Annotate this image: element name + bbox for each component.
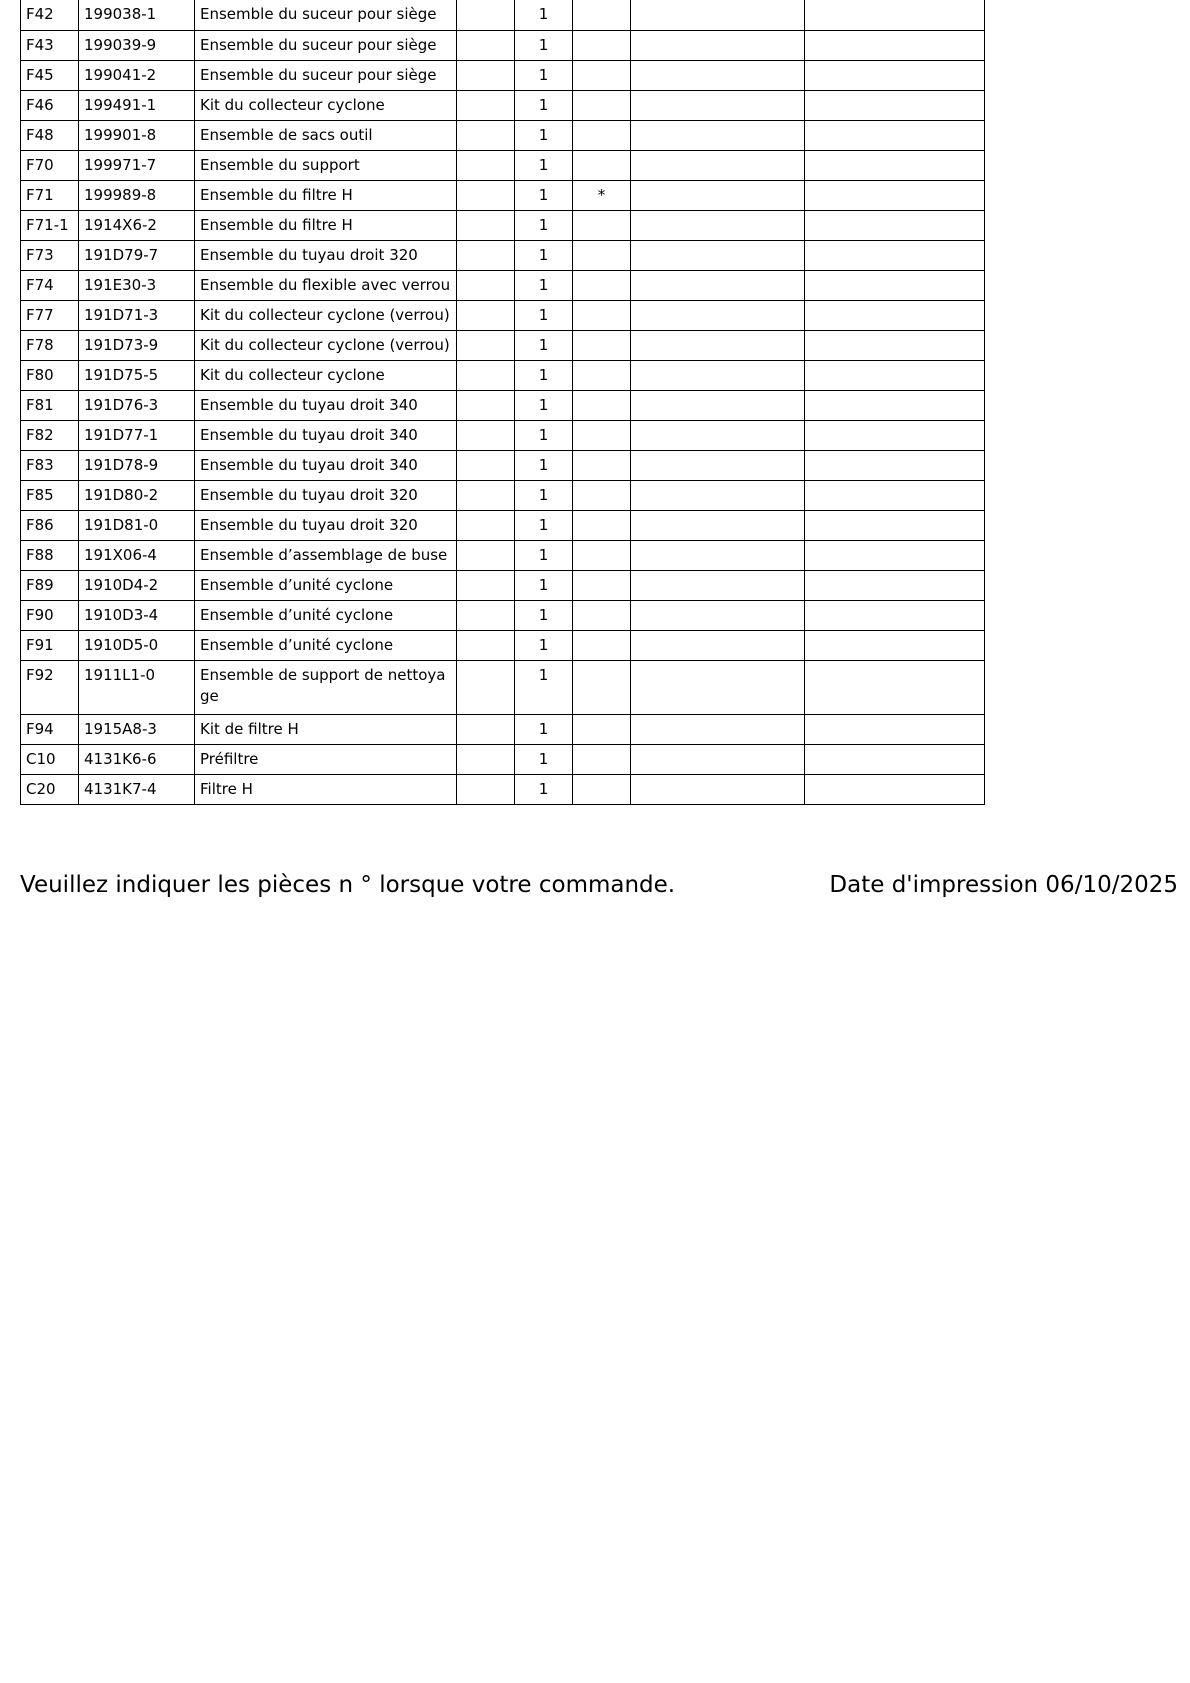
description-cell: Ensemble du support: [195, 150, 457, 180]
part-number-cell: 199901-8: [79, 120, 195, 150]
table-row: [21, 150, 985, 180]
description-cell: Ensemble de sacs outil: [195, 120, 457, 150]
blank-cell: [457, 480, 515, 510]
note-flag-cell: [573, 420, 631, 450]
blank-cell: [805, 120, 985, 150]
quantity-cell: 1: [515, 570, 573, 600]
description-cell: Ensemble du tuyau droit 340: [195, 450, 457, 480]
note-flag-cell: [573, 360, 631, 390]
quantity-cell: 1: [515, 480, 573, 510]
blank-cell: [631, 240, 805, 270]
table-row: [21, 660, 985, 714]
table-row: [21, 210, 985, 240]
quantity-cell: 1: [515, 150, 573, 180]
blank-cell: [631, 180, 805, 210]
ref-cell: F70: [21, 150, 79, 180]
blank-cell: [805, 150, 985, 180]
blank-cell: [457, 120, 515, 150]
blank-cell: [805, 0, 985, 30]
note-flag-cell: [573, 630, 631, 660]
ref-cell: F71: [21, 180, 79, 210]
quantity-cell: 1: [515, 714, 573, 744]
part-number-cell: 191X06-4: [79, 540, 195, 570]
ref-cell: F48: [21, 120, 79, 150]
blank-cell: [631, 0, 805, 30]
part-number-cell: 1910D5-0: [79, 630, 195, 660]
blank-cell: [805, 300, 985, 330]
table-row: [21, 714, 985, 744]
blank-cell: [631, 744, 805, 774]
note-flag-cell: [573, 60, 631, 90]
quantity-cell: 1: [515, 270, 573, 300]
blank-cell: [631, 630, 805, 660]
description-cell: Ensemble du filtre H: [195, 210, 457, 240]
blank-cell: [457, 570, 515, 600]
ref-cell: F77: [21, 300, 79, 330]
note-flag-cell: [573, 480, 631, 510]
part-number-cell: 199038-1: [79, 0, 195, 30]
ref-cell: F90: [21, 600, 79, 630]
note-flag-cell: [573, 540, 631, 570]
blank-cell: [631, 270, 805, 300]
blank-cell: [457, 240, 515, 270]
ref-cell: F71-1: [21, 210, 79, 240]
part-number-cell: 191D81-0: [79, 510, 195, 540]
ref-cell: F73: [21, 240, 79, 270]
blank-cell: [457, 660, 515, 714]
description-cell: Ensemble du flexible avec verrou: [195, 270, 457, 300]
table-row: [21, 420, 985, 450]
ref-cell: F94: [21, 714, 79, 744]
blank-cell: [805, 240, 985, 270]
blank-cell: [805, 450, 985, 480]
note-flag-cell: [573, 210, 631, 240]
table-row: [21, 570, 985, 600]
ref-cell: F46: [21, 90, 79, 120]
part-number-cell: 191D78-9: [79, 450, 195, 480]
note-flag-cell: [573, 90, 631, 120]
description-cell: Kit du collecteur cyclone (verrou): [195, 300, 457, 330]
part-number-cell: 191D75-5: [79, 360, 195, 390]
blank-cell: [457, 510, 515, 540]
ref-cell: C20: [21, 774, 79, 804]
blank-cell: [631, 120, 805, 150]
blank-cell: [631, 300, 805, 330]
quantity-cell: 1: [515, 450, 573, 480]
table-row: [21, 450, 985, 480]
blank-cell: [457, 330, 515, 360]
part-number-cell: 199039-9: [79, 30, 195, 60]
blank-cell: [805, 630, 985, 660]
description-cell: Ensemble du tuyau droit 340: [195, 390, 457, 420]
table-row: [21, 30, 985, 60]
blank-cell: [805, 774, 985, 804]
description-cell: Ensemble d’unité cyclone: [195, 600, 457, 630]
blank-cell: [805, 270, 985, 300]
note-flag-cell: [573, 0, 631, 30]
part-number-cell: 1915A8-3: [79, 714, 195, 744]
description-cell: Ensemble du tuyau droit 340: [195, 420, 457, 450]
part-number-cell: 4131K7-4: [79, 774, 195, 804]
blank-cell: [631, 774, 805, 804]
description-cell: Ensemble du suceur pour siège: [195, 60, 457, 90]
ref-cell: F83: [21, 450, 79, 480]
blank-cell: [631, 480, 805, 510]
ref-cell: F86: [21, 510, 79, 540]
quantity-cell: 1: [515, 120, 573, 150]
ref-cell: F78: [21, 330, 79, 360]
parts-table: [20, 0, 985, 805]
quantity-cell: 1: [515, 0, 573, 30]
part-number-cell: 4131K6-6: [79, 744, 195, 774]
quantity-cell: 1: [515, 60, 573, 90]
blank-cell: [457, 60, 515, 90]
ref-cell: F42: [21, 0, 79, 30]
ref-cell: F45: [21, 60, 79, 90]
blank-cell: [805, 600, 985, 630]
blank-cell: [457, 90, 515, 120]
description-cell: Ensemble de support de nettoyage: [195, 660, 457, 714]
blank-cell: [631, 450, 805, 480]
part-number-cell: 199989-8: [79, 180, 195, 210]
blank-cell: [631, 420, 805, 450]
blank-cell: [631, 60, 805, 90]
blank-cell: [805, 180, 985, 210]
blank-cell: [631, 90, 805, 120]
blank-cell: [631, 540, 805, 570]
blank-cell: [631, 714, 805, 744]
blank-cell: [805, 420, 985, 450]
part-number-cell: 1910D4-2: [79, 570, 195, 600]
table-row: [21, 180, 985, 210]
description-cell: Kit de filtre H: [195, 714, 457, 744]
blank-cell: [805, 360, 985, 390]
blank-cell: [631, 210, 805, 240]
quantity-cell: 1: [515, 390, 573, 420]
page-footer: [20, 868, 1178, 902]
ref-cell: F43: [21, 30, 79, 60]
part-number-cell: 1914X6-2: [79, 210, 195, 240]
description-cell: Ensemble du tuyau droit 320: [195, 480, 457, 510]
ref-cell: F91: [21, 630, 79, 660]
blank-cell: [457, 450, 515, 480]
part-number-cell: 191D76-3: [79, 390, 195, 420]
blank-cell: [805, 510, 985, 540]
quantity-cell: 1: [515, 330, 573, 360]
note-flag-cell: [573, 30, 631, 60]
quantity-cell: 1: [515, 540, 573, 570]
note-flag-cell: [573, 510, 631, 540]
description-cell: Kit du collecteur cyclone (verrou): [195, 330, 457, 360]
blank-cell: [805, 660, 985, 714]
blank-cell: [805, 30, 985, 60]
blank-cell: [457, 150, 515, 180]
table-row: [21, 60, 985, 90]
quantity-cell: 1: [515, 420, 573, 450]
blank-cell: [631, 330, 805, 360]
blank-cell: [457, 390, 515, 420]
quantity-cell: 1: [515, 180, 573, 210]
note-flag-cell: [573, 600, 631, 630]
note-flag-cell: [573, 330, 631, 360]
table-row: [21, 270, 985, 300]
description-cell: Préfiltre: [195, 744, 457, 774]
table-row: [21, 774, 985, 804]
blank-cell: [631, 150, 805, 180]
part-number-cell: 191D71-3: [79, 300, 195, 330]
blank-cell: [631, 360, 805, 390]
quantity-cell: 1: [515, 90, 573, 120]
blank-cell: [805, 330, 985, 360]
order-note: Veuillez indiquer les pièces n ° lorsque votre commande.: [20, 872, 676, 898]
parts-list-sheet: [20, 0, 985, 805]
blank-cell: [457, 744, 515, 774]
description-cell: Ensemble du tuyau droit 320: [195, 510, 457, 540]
quantity-cell: 1: [515, 30, 573, 60]
note-flag-cell: [573, 300, 631, 330]
blank-cell: [805, 210, 985, 240]
note-flag-cell: [573, 390, 631, 420]
ref-cell: F81: [21, 390, 79, 420]
description-cell: Filtre H: [195, 774, 457, 804]
ref-cell: F89: [21, 570, 79, 600]
description-cell: Ensemble du suceur pour siège: [195, 0, 457, 30]
ref-cell: F80: [21, 360, 79, 390]
part-number-cell: 199491-1: [79, 90, 195, 120]
blank-cell: [457, 774, 515, 804]
blank-cell: [805, 90, 985, 120]
description-cell: Kit du collecteur cyclone: [195, 360, 457, 390]
quantity-cell: 1: [515, 630, 573, 660]
table-row: [21, 510, 985, 540]
print-date: Date d'impression 06/10/2025: [829, 872, 1178, 898]
ref-cell: C10: [21, 744, 79, 774]
table-row: [21, 600, 985, 630]
blank-cell: [457, 600, 515, 630]
part-number-cell: 199971-7: [79, 150, 195, 180]
note-flag-cell: [573, 570, 631, 600]
part-number-cell: 1911L1-0: [79, 660, 195, 714]
table-row: [21, 390, 985, 420]
blank-cell: [631, 600, 805, 630]
blank-cell: [457, 420, 515, 450]
note-flag-cell: [573, 660, 631, 714]
table-row: [21, 630, 985, 660]
ref-cell: F82: [21, 420, 79, 450]
quantity-cell: 1: [515, 600, 573, 630]
ref-cell: F85: [21, 480, 79, 510]
ref-cell: F88: [21, 540, 79, 570]
blank-cell: [457, 270, 515, 300]
note-flag-cell: [573, 450, 631, 480]
note-flag-cell: [573, 240, 631, 270]
blank-cell: [631, 30, 805, 60]
quantity-cell: 1: [515, 510, 573, 540]
table-row: [21, 90, 985, 120]
parts-table-body: [21, 0, 985, 804]
note-flag-cell: [573, 120, 631, 150]
quantity-cell: 1: [515, 360, 573, 390]
description-cell: Ensemble d’unité cyclone: [195, 570, 457, 600]
blank-cell: [805, 60, 985, 90]
note-flag-cell: *: [573, 180, 631, 210]
blank-cell: [805, 540, 985, 570]
note-flag-cell: [573, 150, 631, 180]
note-flag-cell: [573, 744, 631, 774]
quantity-cell: 1: [515, 744, 573, 774]
part-number-cell: 199041-2: [79, 60, 195, 90]
description-cell: Ensemble d’unité cyclone: [195, 630, 457, 660]
blank-cell: [805, 744, 985, 774]
ref-cell: F74: [21, 270, 79, 300]
table-row: [21, 480, 985, 510]
part-number-cell: 191D77-1: [79, 420, 195, 450]
table-row: [21, 744, 985, 774]
table-row: [21, 540, 985, 570]
table-row: [21, 120, 985, 150]
part-number-cell: 191D80-2: [79, 480, 195, 510]
description-cell: Ensemble du suceur pour siège: [195, 30, 457, 60]
blank-cell: [631, 570, 805, 600]
note-flag-cell: [573, 774, 631, 804]
quantity-cell: 1: [515, 774, 573, 804]
description-cell: Ensemble d’assemblage de buse: [195, 540, 457, 570]
note-flag-cell: [573, 270, 631, 300]
blank-cell: [457, 714, 515, 744]
blank-cell: [805, 480, 985, 510]
ref-cell: F92: [21, 660, 79, 714]
blank-cell: [457, 300, 515, 330]
table-row: [21, 330, 985, 360]
quantity-cell: 1: [515, 210, 573, 240]
blank-cell: [457, 30, 515, 60]
blank-cell: [457, 210, 515, 240]
blank-cell: [457, 540, 515, 570]
blank-cell: [457, 360, 515, 390]
description-cell: Ensemble du tuyau droit 320: [195, 240, 457, 270]
table-row: [21, 0, 985, 30]
blank-cell: [805, 390, 985, 420]
description-cell: Kit du collecteur cyclone: [195, 90, 457, 120]
quantity-cell: 1: [515, 660, 573, 714]
blank-cell: [457, 0, 515, 30]
table-row: [21, 360, 985, 390]
part-number-cell: 191D79-7: [79, 240, 195, 270]
blank-cell: [631, 660, 805, 714]
part-number-cell: 191D73-9: [79, 330, 195, 360]
description-cell: Ensemble du filtre H: [195, 180, 457, 210]
quantity-cell: 1: [515, 240, 573, 270]
part-number-cell: 1910D3-4: [79, 600, 195, 630]
blank-cell: [805, 570, 985, 600]
table-row: [21, 240, 985, 270]
quantity-cell: 1: [515, 300, 573, 330]
note-flag-cell: [573, 714, 631, 744]
blank-cell: [457, 180, 515, 210]
blank-cell: [805, 714, 985, 744]
blank-cell: [457, 630, 515, 660]
table-row: [21, 300, 985, 330]
blank-cell: [631, 390, 805, 420]
blank-cell: [631, 510, 805, 540]
part-number-cell: 191E30-3: [79, 270, 195, 300]
